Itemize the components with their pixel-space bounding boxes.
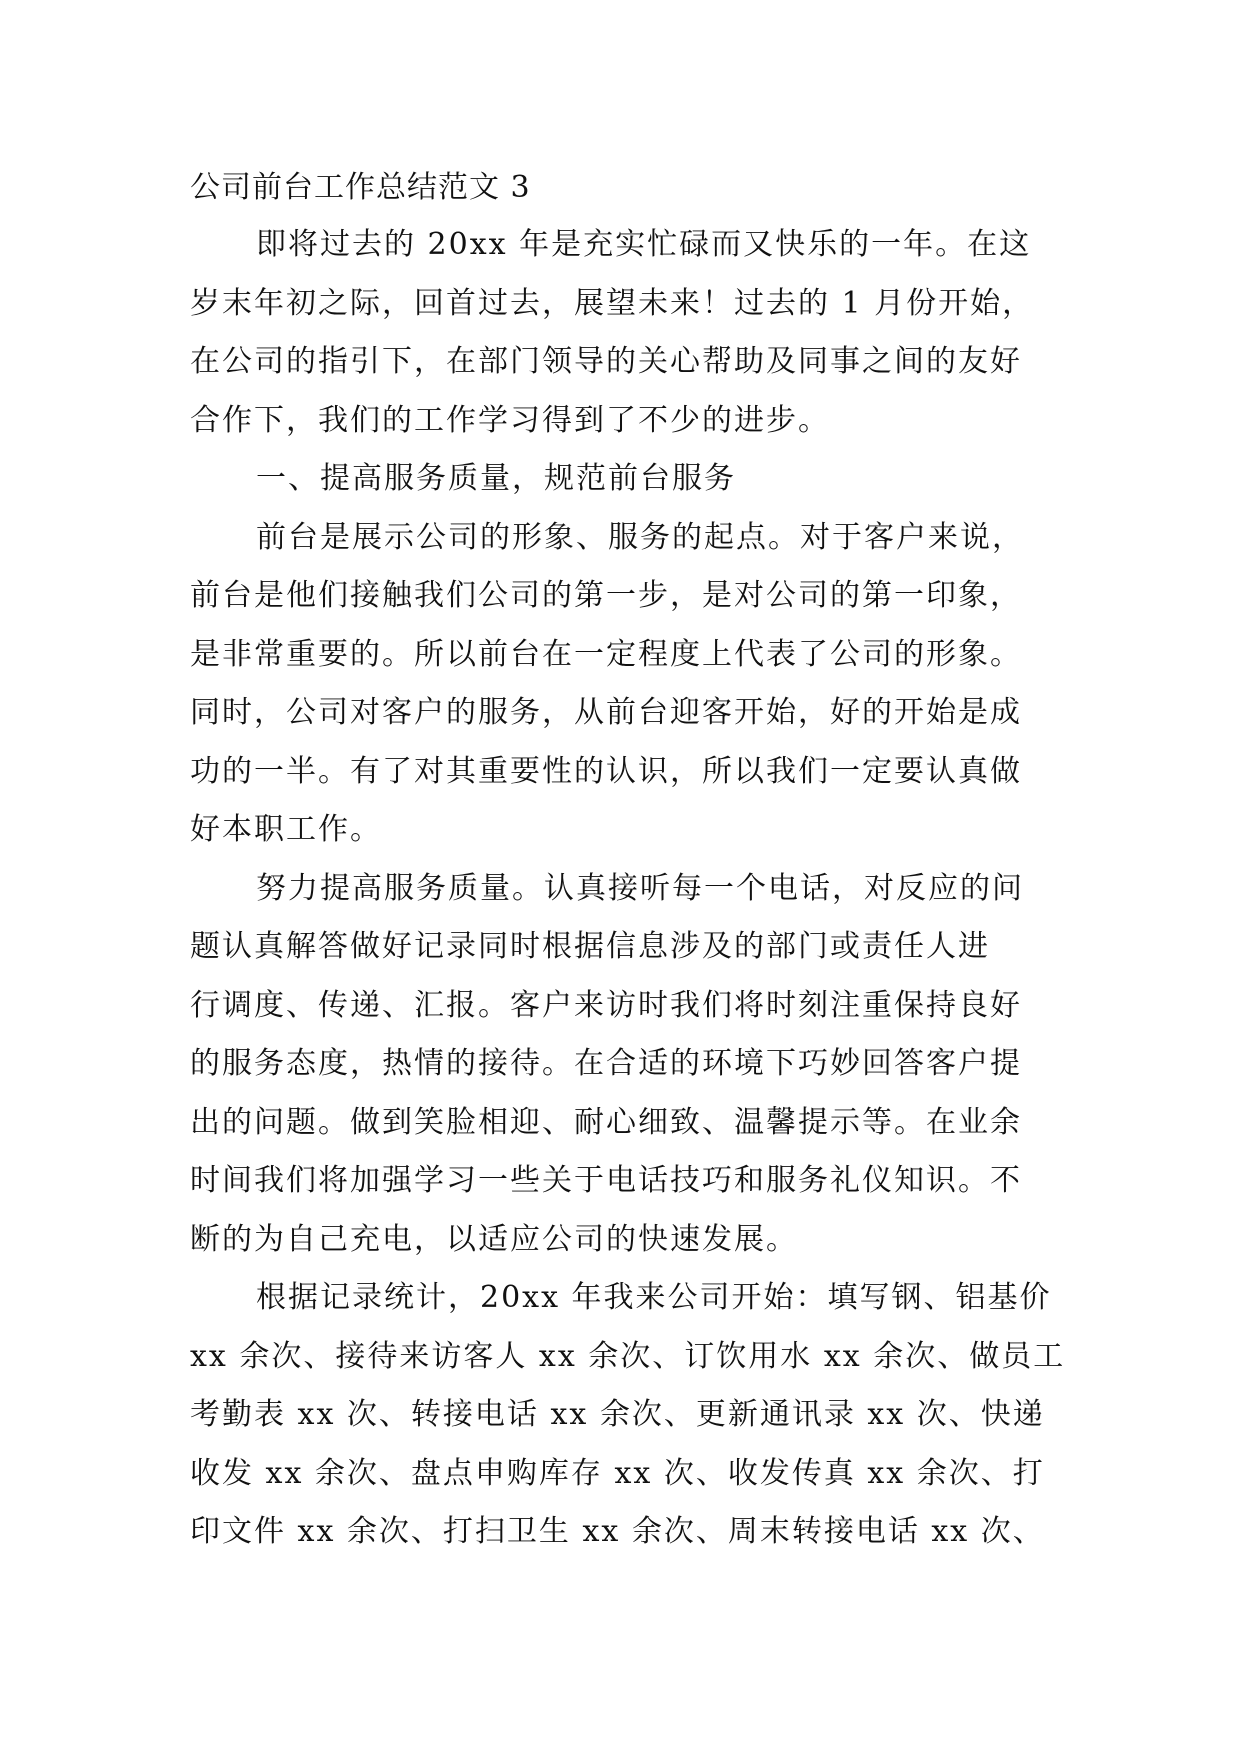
paragraph-line: 功的一半。有了对其重要性的认识，所以我们一定要认真做 xyxy=(190,753,1022,789)
paragraph-line: 题认真解答做好记录同时根据信息涉及的部门或责任人进 xyxy=(190,929,990,964)
paragraph-line: 印文件 xx 余次、打扫卫生 xx 余次、周末转接电话 xx 次、 xyxy=(190,1514,1045,1549)
paragraph-line: 的服务态度，热情的接待。在合适的环境下巧妙回答客户提 xyxy=(190,1046,1022,1081)
paragraph-line: 时间我们将加强学习一些关于电话技巧和服务礼仪知识。不 xyxy=(190,1163,1022,1198)
paragraph-line: 根据记录统计，20xx 年我来公司开始：填写钢、铝基价 xyxy=(256,1280,1052,1315)
paragraph-statistics xyxy=(190,1269,1070,1562)
paragraph-line: 前台是展示公司的形象、服务的起点。对于客户来说， xyxy=(256,519,1024,555)
paragraph-line: 是非常重要的。所以前台在一定程度上代表了公司的形象。 xyxy=(190,636,1022,672)
paragraph-line: 同时，公司对客户的服务，从前台迎客开始，好的开始是成 xyxy=(190,695,1022,730)
paragraph-line: 合作下，我们的工作学习得到了不少的进步。 xyxy=(190,402,830,438)
paragraph-line: 前台是他们接触我们公司的第一步，是对公司的第一印象， xyxy=(190,578,1022,613)
paragraph-line: 好本职工作。 xyxy=(190,812,382,847)
paragraph-line: 考勤表 xx 次、转接电话 xx 余次、更新通讯录 xx 次、快递 xyxy=(190,1397,1045,1432)
section-heading-text: 一、提高服务质量，规范前台服务 xyxy=(256,461,736,496)
paragraph-line: 努力提高服务质量。认真接听每一个电话，对反应的问 xyxy=(256,870,1024,906)
paragraph-line: 出的问题。做到笑脸相迎、耐心细致、温馨提示等。在业余 xyxy=(190,1104,1022,1140)
paragraph-line: xx 余次、接待来访客人 xx 余次、订饮用水 xx 余次、做员工 xyxy=(190,1338,1066,1374)
paragraph-front-desk-importance xyxy=(190,509,1070,860)
paragraph-intro xyxy=(190,216,1070,450)
document-title: 公司前台工作总结范文 3 xyxy=(190,170,531,205)
paragraph-line: 行调度、传递、汇报。客户来访时我们将时刻注重保持良好 xyxy=(190,987,1022,1023)
paragraph-line: 收发 xx 余次、盘点申购库存 xx 次、收发传真 xx 余次、打 xyxy=(190,1455,1045,1491)
paragraph-line: 在公司的指引下，在部门领导的关心帮助及同事之间的友好 xyxy=(190,344,1022,379)
paragraph-service-quality xyxy=(190,860,1070,1270)
paragraph-line: 断的为自己充电，以适应公司的快速发展。 xyxy=(190,1221,798,1257)
paragraph-line: 岁末年初之际，回首过去，展望未来！过去的 1 月份开始， xyxy=(190,285,1035,321)
section-heading xyxy=(190,450,1070,509)
paragraph-line: 即将过去的 20xx 年是充实忙碌而又快乐的一年。在这 xyxy=(256,227,1032,262)
document-body xyxy=(190,160,1070,1562)
